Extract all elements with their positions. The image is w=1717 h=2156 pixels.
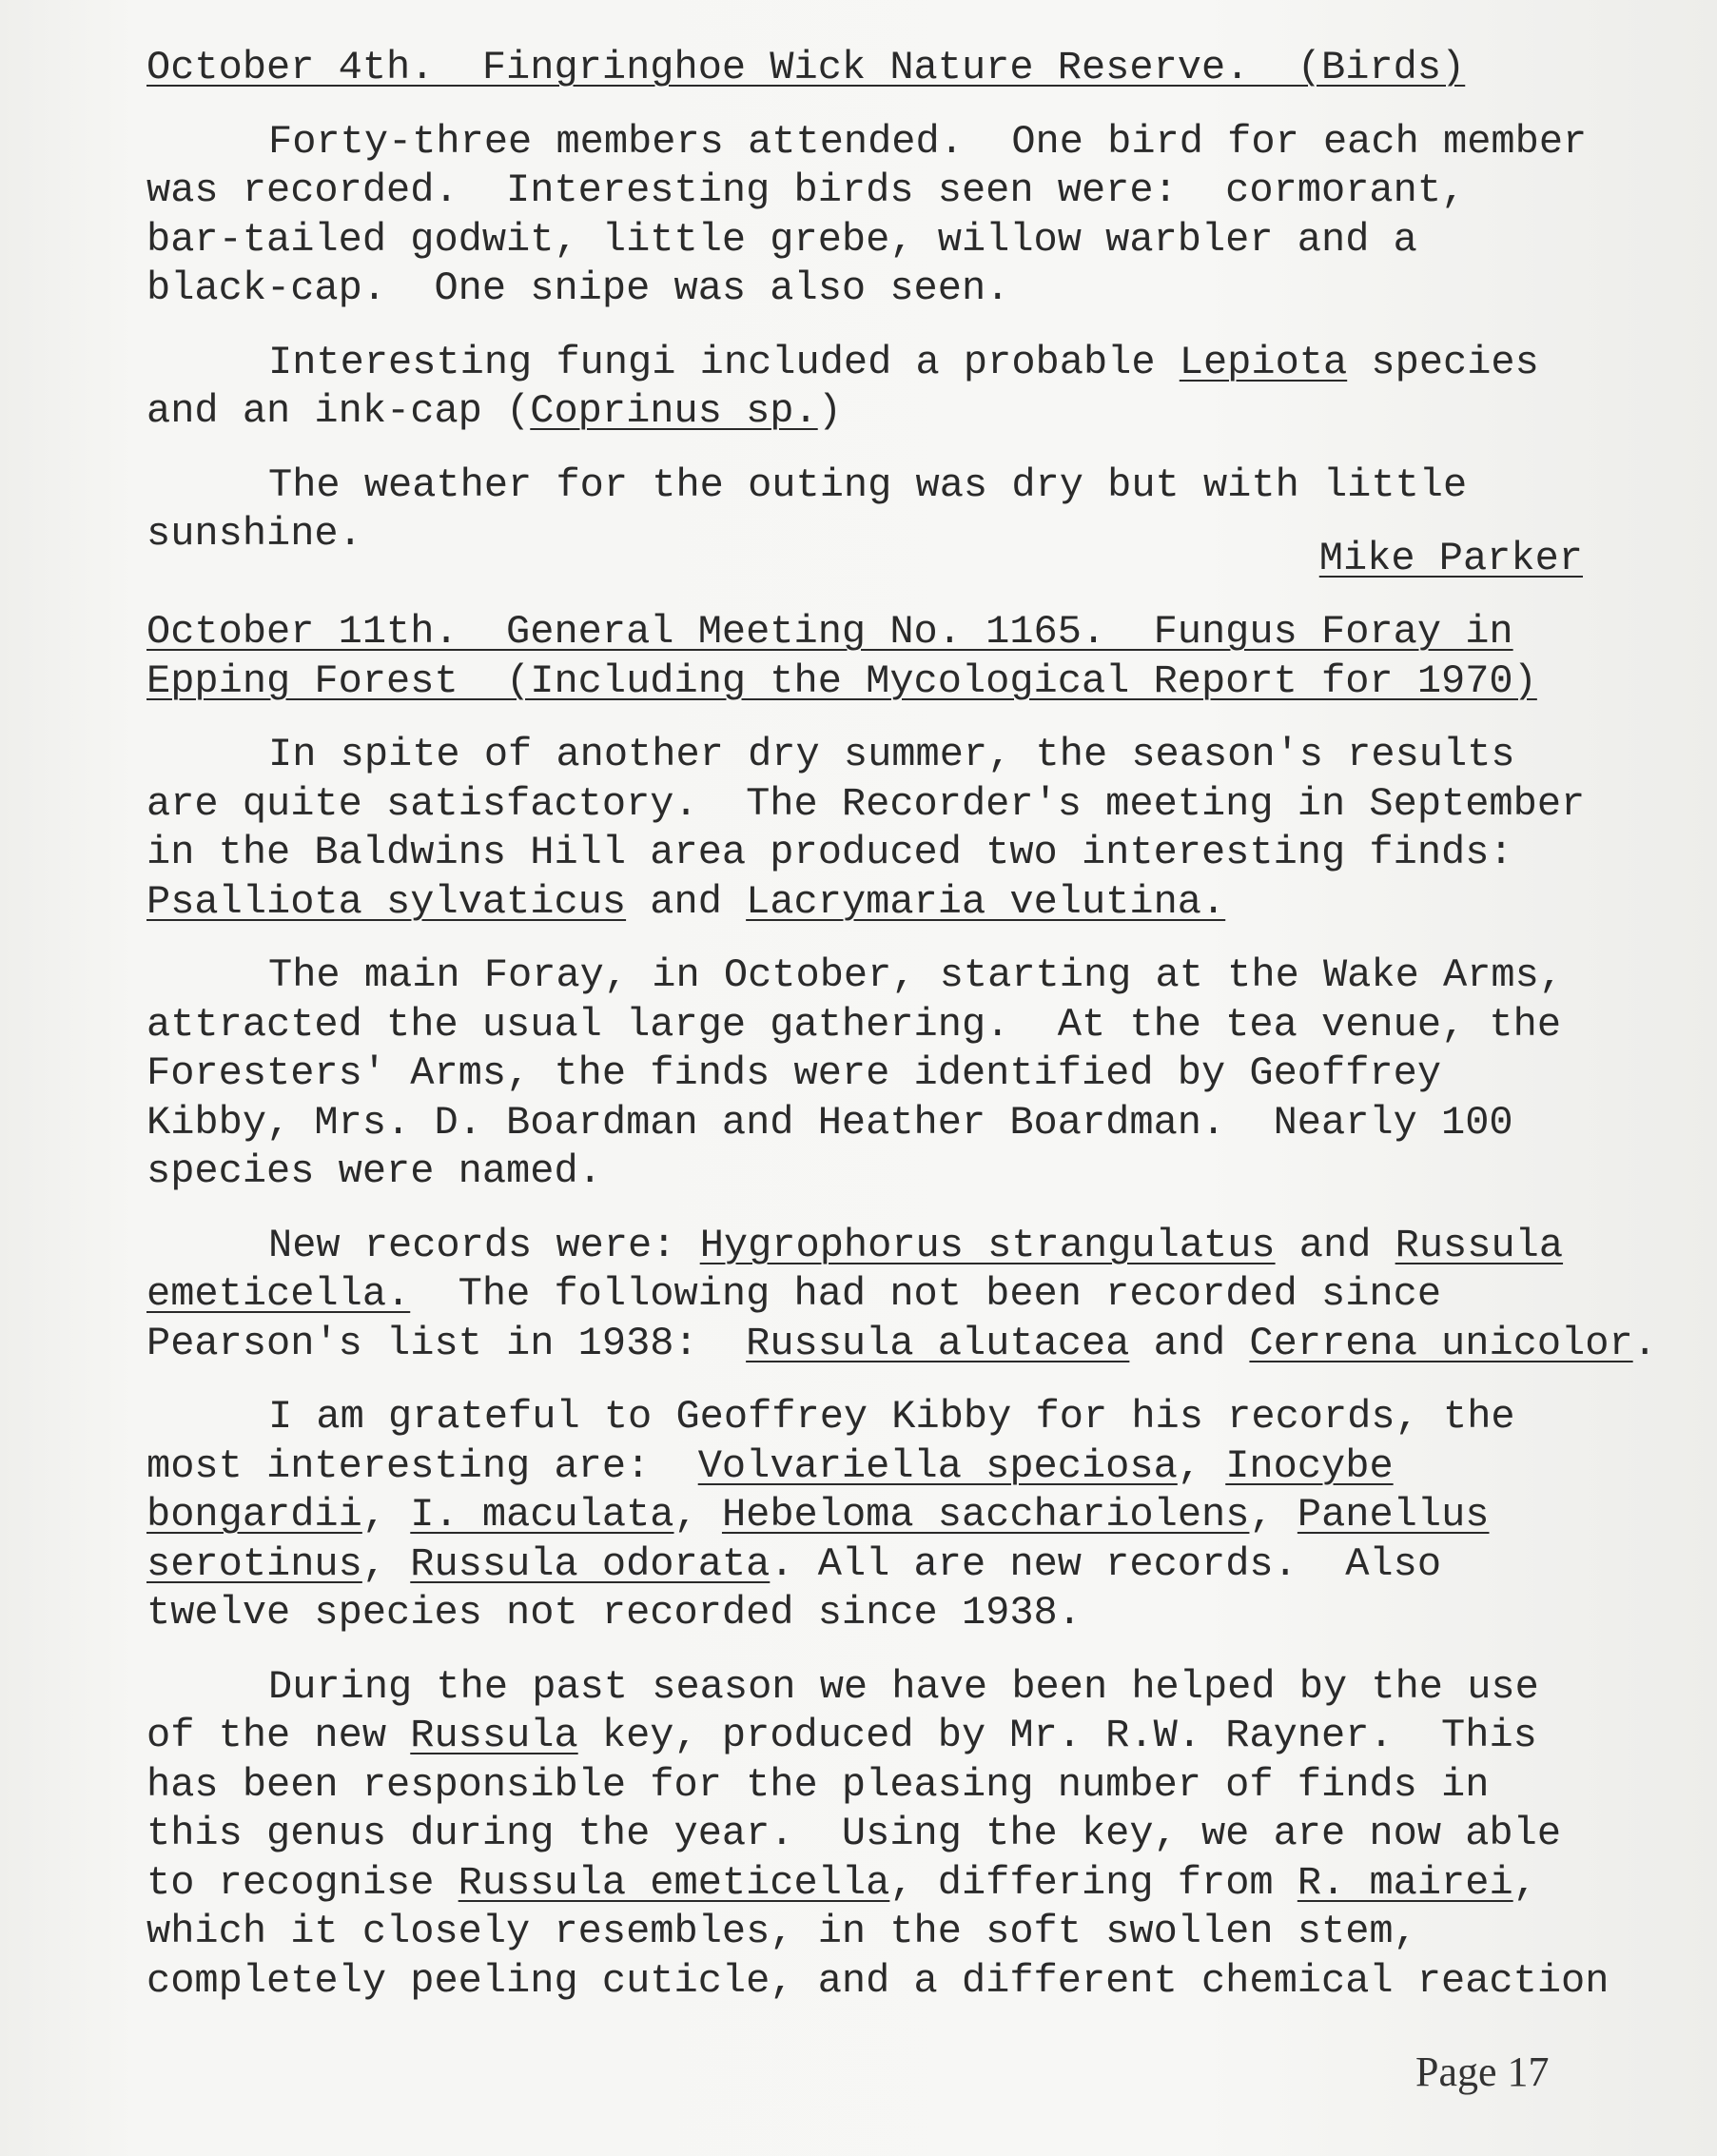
text-line <box>146 1859 1668 1909</box>
text-span: and <box>1275 1222 1395 1268</box>
text-line: In spite of another dry summer, the season's results <box>268 732 1515 777</box>
paragraph-fungi <box>146 339 1668 437</box>
section-heading-oct4: October 4th. Fingringhoe Wick Nature Reserve. (Birds) <box>146 45 1466 90</box>
text-line <box>146 1320 1668 1369</box>
text-span: and <box>626 878 747 925</box>
text-line <box>146 878 1668 928</box>
text-span: , <box>1177 1442 1226 1489</box>
text-line <box>146 339 1668 388</box>
text-line: species were named. <box>146 1148 602 1194</box>
text-line: which it closely resembles, in the soft swollen stem, <box>146 1909 1417 1954</box>
text-line: Forty-three members attended. One bird for each member <box>268 118 1588 165</box>
species-name: I. maculata <box>410 1492 674 1538</box>
text-line: I am grateful to Geoffrey Kibby for his records, the <box>268 1394 1515 1440</box>
species-name: Cerrena unicolor <box>1249 1320 1633 1366</box>
species-name: Panellus <box>1297 1492 1490 1538</box>
species-name: R. mairei <box>1297 1859 1513 1906</box>
species-name: Russula alutacea <box>746 1320 1130 1366</box>
species-name: bongardii <box>146 1492 362 1538</box>
text-span: , <box>361 1540 411 1587</box>
text-line: Foresters' Arms, the finds were identified by Geoffrey <box>146 1050 1442 1096</box>
species-name: Coprinus sp. <box>530 388 818 434</box>
signature-name: Mike Parker <box>1318 535 1583 581</box>
paragraph-kibby-records <box>146 1393 1668 1638</box>
text-line: has been responsible for the pleasing number of finds in <box>146 1761 1490 1808</box>
species-name: Hygrophorus strangulatus <box>699 1222 1276 1268</box>
text-span: key, produced by Mr. R.W. Rayner. This <box>577 1713 1537 1758</box>
species-name: Lepiota <box>1179 339 1348 385</box>
text-line: twelve species not recorded since 1938. <box>146 1590 1082 1636</box>
species-name: Russula <box>410 1713 578 1758</box>
species-name: Russula odorata <box>410 1540 771 1587</box>
text-line: this genus during the year. Using the key, we are now able <box>146 1811 1562 1856</box>
page-number: Page 17 <box>1415 2048 1550 2095</box>
text-line: black-cap. One snipe was also seen. <box>146 265 1010 311</box>
text-line: was recorded. Interesting birds seen were: cormorant, <box>146 167 1466 213</box>
text-span: , <box>673 1492 722 1538</box>
paragraph-main-foray <box>146 951 1668 1197</box>
text-span: Pearson's list in 1938: <box>146 1320 747 1366</box>
text-line <box>146 1270 1668 1320</box>
text-line: sunshine. <box>146 511 362 557</box>
text-line: bar-tailed godwit, little grebe, willow warbler and a <box>146 216 1417 263</box>
text-line <box>146 1712 1668 1761</box>
text-span: Interesting fungi included a probable <box>268 339 1180 385</box>
species-name: Inocybe <box>1225 1442 1394 1489</box>
species-name: Hebeloma sacchariolens <box>721 1492 1250 1538</box>
paragraph-russula-key <box>146 1663 1668 2007</box>
text-line <box>146 387 1668 437</box>
text-span: , <box>1249 1492 1298 1538</box>
paragraph-season <box>146 731 1668 927</box>
text-line: in the Baldwins Hill area produced two interesting finds: <box>146 830 1513 875</box>
paragraph-attendance <box>146 118 1668 314</box>
text-span: , differing from <box>889 1859 1298 1906</box>
text-span: The following had not been recorded since <box>410 1271 1442 1317</box>
document-body <box>146 44 1668 2006</box>
text-line: Kibby, Mrs. D. Boardman and Heather Boardman. Nearly 100 <box>146 1099 1513 1146</box>
species-name: Lacrymaria velutina. <box>746 878 1226 925</box>
text-line: During the past season we have been helped by the use <box>268 1663 1539 1710</box>
text-line <box>146 1442 1668 1492</box>
text-line: The weather for the outing was dry but with little <box>268 461 1468 508</box>
text-span: and an ink-cap ( <box>146 388 531 434</box>
text-span: . All are new records. Also <box>770 1540 1442 1587</box>
text-span: New records were: <box>268 1222 700 1268</box>
species-name: Volvariella speciosa <box>697 1442 1178 1489</box>
section-heading-oct11 <box>146 608 1668 706</box>
text-line: completely peeling cuticle, and a different chemical reaction <box>146 1957 1610 2004</box>
text-span: ) <box>817 388 842 434</box>
text-span: . <box>1632 1320 1657 1366</box>
text-line: attracted the usual large gathering. At the tea venue, the <box>146 1001 1562 1048</box>
species-name: serotinus <box>146 1540 362 1587</box>
text-span: to recognise <box>146 1859 459 1906</box>
text-span: , <box>1512 1859 1537 1906</box>
species-name: emeticella. <box>146 1271 411 1317</box>
species-name: Psalliota sylvaticus <box>146 878 627 925</box>
text-line <box>146 1222 1668 1271</box>
species-name: Russula emeticella <box>458 1859 890 1906</box>
text-line: are quite satisfactory. The Recorder's meeting in September <box>146 780 1586 827</box>
text-span: , <box>361 1492 411 1538</box>
text-line <box>146 1491 1668 1540</box>
species-name: Russula <box>1395 1222 1564 1268</box>
text-span: of the new <box>146 1713 411 1758</box>
paragraph-new-records <box>146 1222 1668 1369</box>
heading-line: October 11th. General Meeting No. 1165. Fungus Foray in <box>146 609 1513 655</box>
text-line: The main Foray, in October, starting at the Wake Arms, <box>268 952 1564 998</box>
heading-line: Epping Forest (Including the Mycological Report for 1970) <box>146 657 1537 704</box>
text-span: and <box>1129 1320 1250 1366</box>
text-line <box>146 1540 1668 1590</box>
text-span: most interesting are: <box>146 1442 698 1489</box>
text-span: species <box>1347 339 1539 385</box>
